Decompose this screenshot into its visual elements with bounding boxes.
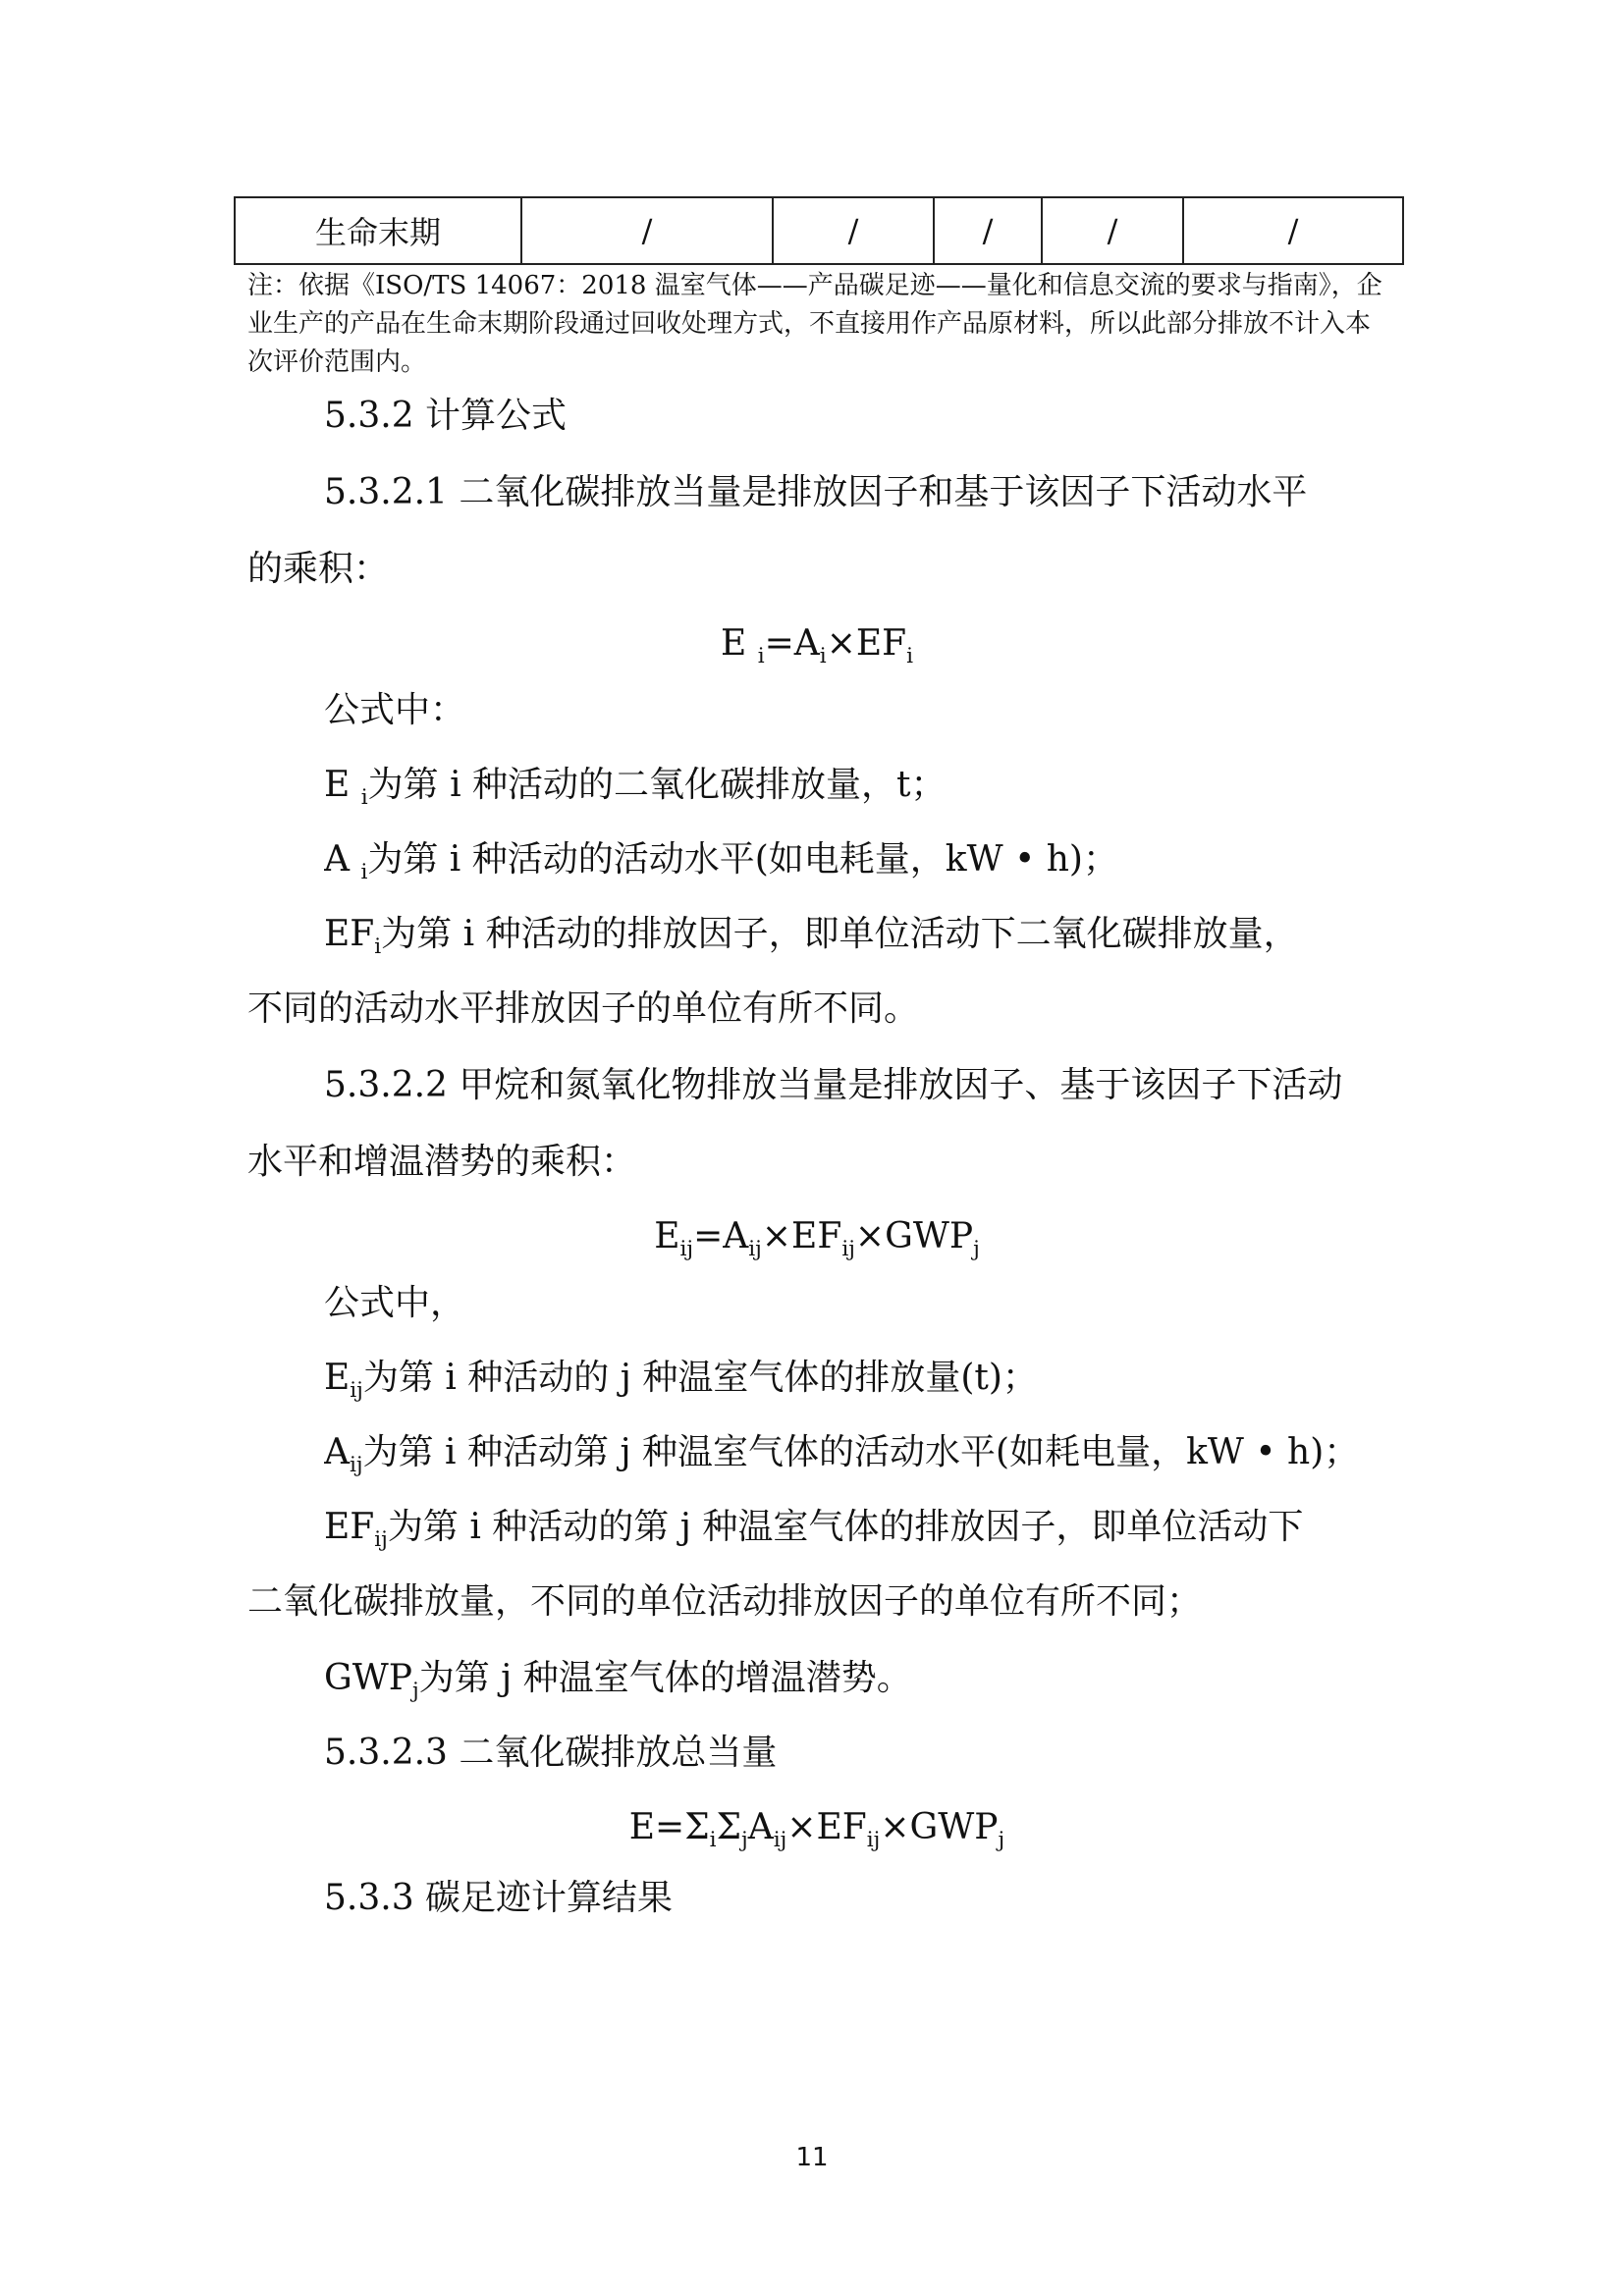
formula-total-co2-equivalent: $E=\Sigma_i\Sigma_jA_{ij}\times EF_{ij}\times GWP_j$ [628,1807,1005,1853]
definition-a-ij: $A_{ij}$为第 i 种活动第 j 种温室气体的活动水平(如耗电量，kW • h)； [324,1432,1360,1478]
paragraph-5-3-2-2-line1: 5.3.2.2 甲烷和氮氧化物排放当量是排放因子、基于该因子下活动 [324,1065,1343,1105]
formula-co2-equivalent: E $_i=A_i\times EF_i$ [720,623,914,669]
definition-gwp-j: $GWP_j$为第 j 种温室气体的增温潜势。 [324,1658,912,1704]
table-row [235,197,1403,264]
section-heading-5-3-3: 5.3.3 碳足迹计算结果 [324,1878,674,1918]
definition-ef-ij: $EF_{ij}$为第 i 种活动的第 j 种温室气体的排放因子，即单位活动下 [324,1507,1304,1553]
definition-e-ij: $E_{ij}$为第 i 种活动的 j 种温室气体的排放量(t)； [324,1358,1038,1404]
table-cell: / [773,197,934,264]
definition-e-i: E $_i$为第 i 种活动的二氧化碳排放量，t； [324,765,947,811]
definition-ef-i-continued: 不同的活动水平排放因子的单位有所不同。 [247,988,920,1029]
definition-ef-i: $EF_i$为第 i 种活动的排放因子，即单位活动下二氧化碳排放量， [324,914,1299,960]
section-heading-5-3-2-3: 5.3.2.3 二氧化碳排放总当量 [324,1733,778,1773]
where-label-2: 公式中， [324,1283,466,1323]
where-label-1: 公式中： [324,690,466,730]
end-of-life-table [234,196,1404,265]
definition-ef-ij-continued: 二氧化碳排放量，不同的单位活动排放因子的单位有所不同； [247,1581,1203,1622]
table-cell: / [1183,197,1403,264]
definition-a-i: A $_i$为第 i 种活动的活动水平(如电耗量，kW • h)； [324,839,1118,885]
table-cell: / [521,197,773,264]
page-number: 11 [795,2143,829,2172]
paragraph-5-3-2-1-line1: 5.3.2.1 二氧化碳排放当量是排放因子和基于该因子下活动水平 [324,472,1308,512]
paragraph-5-3-2-2-line2: 水平和增温潜势的乘积： [247,1142,637,1182]
formula-ch4-n2o-equivalent: $E_{ij}=A_{ij}\times EF_{ij}\times GWP_j$ [654,1216,980,1262]
section-heading-5-3-2: 5.3.2 计算公式 [324,396,568,436]
table-cell: / [1042,197,1183,264]
table-cell: / [934,197,1042,264]
paragraph-5-3-2-1-line2: 的乘积： [247,549,390,589]
table-note: 注：依据《ISO/TS 14067：2018 温室气体——产品碳足迹——量化和信息交流的要求与指南》，企业生产的产品在生命末期阶段通过回收处理方式，不直接用作产品原材料，所以此部分排放不计入本次评价范围内。 [247,271,1382,377]
stage-label-cell: 生命末期 [235,197,521,264]
